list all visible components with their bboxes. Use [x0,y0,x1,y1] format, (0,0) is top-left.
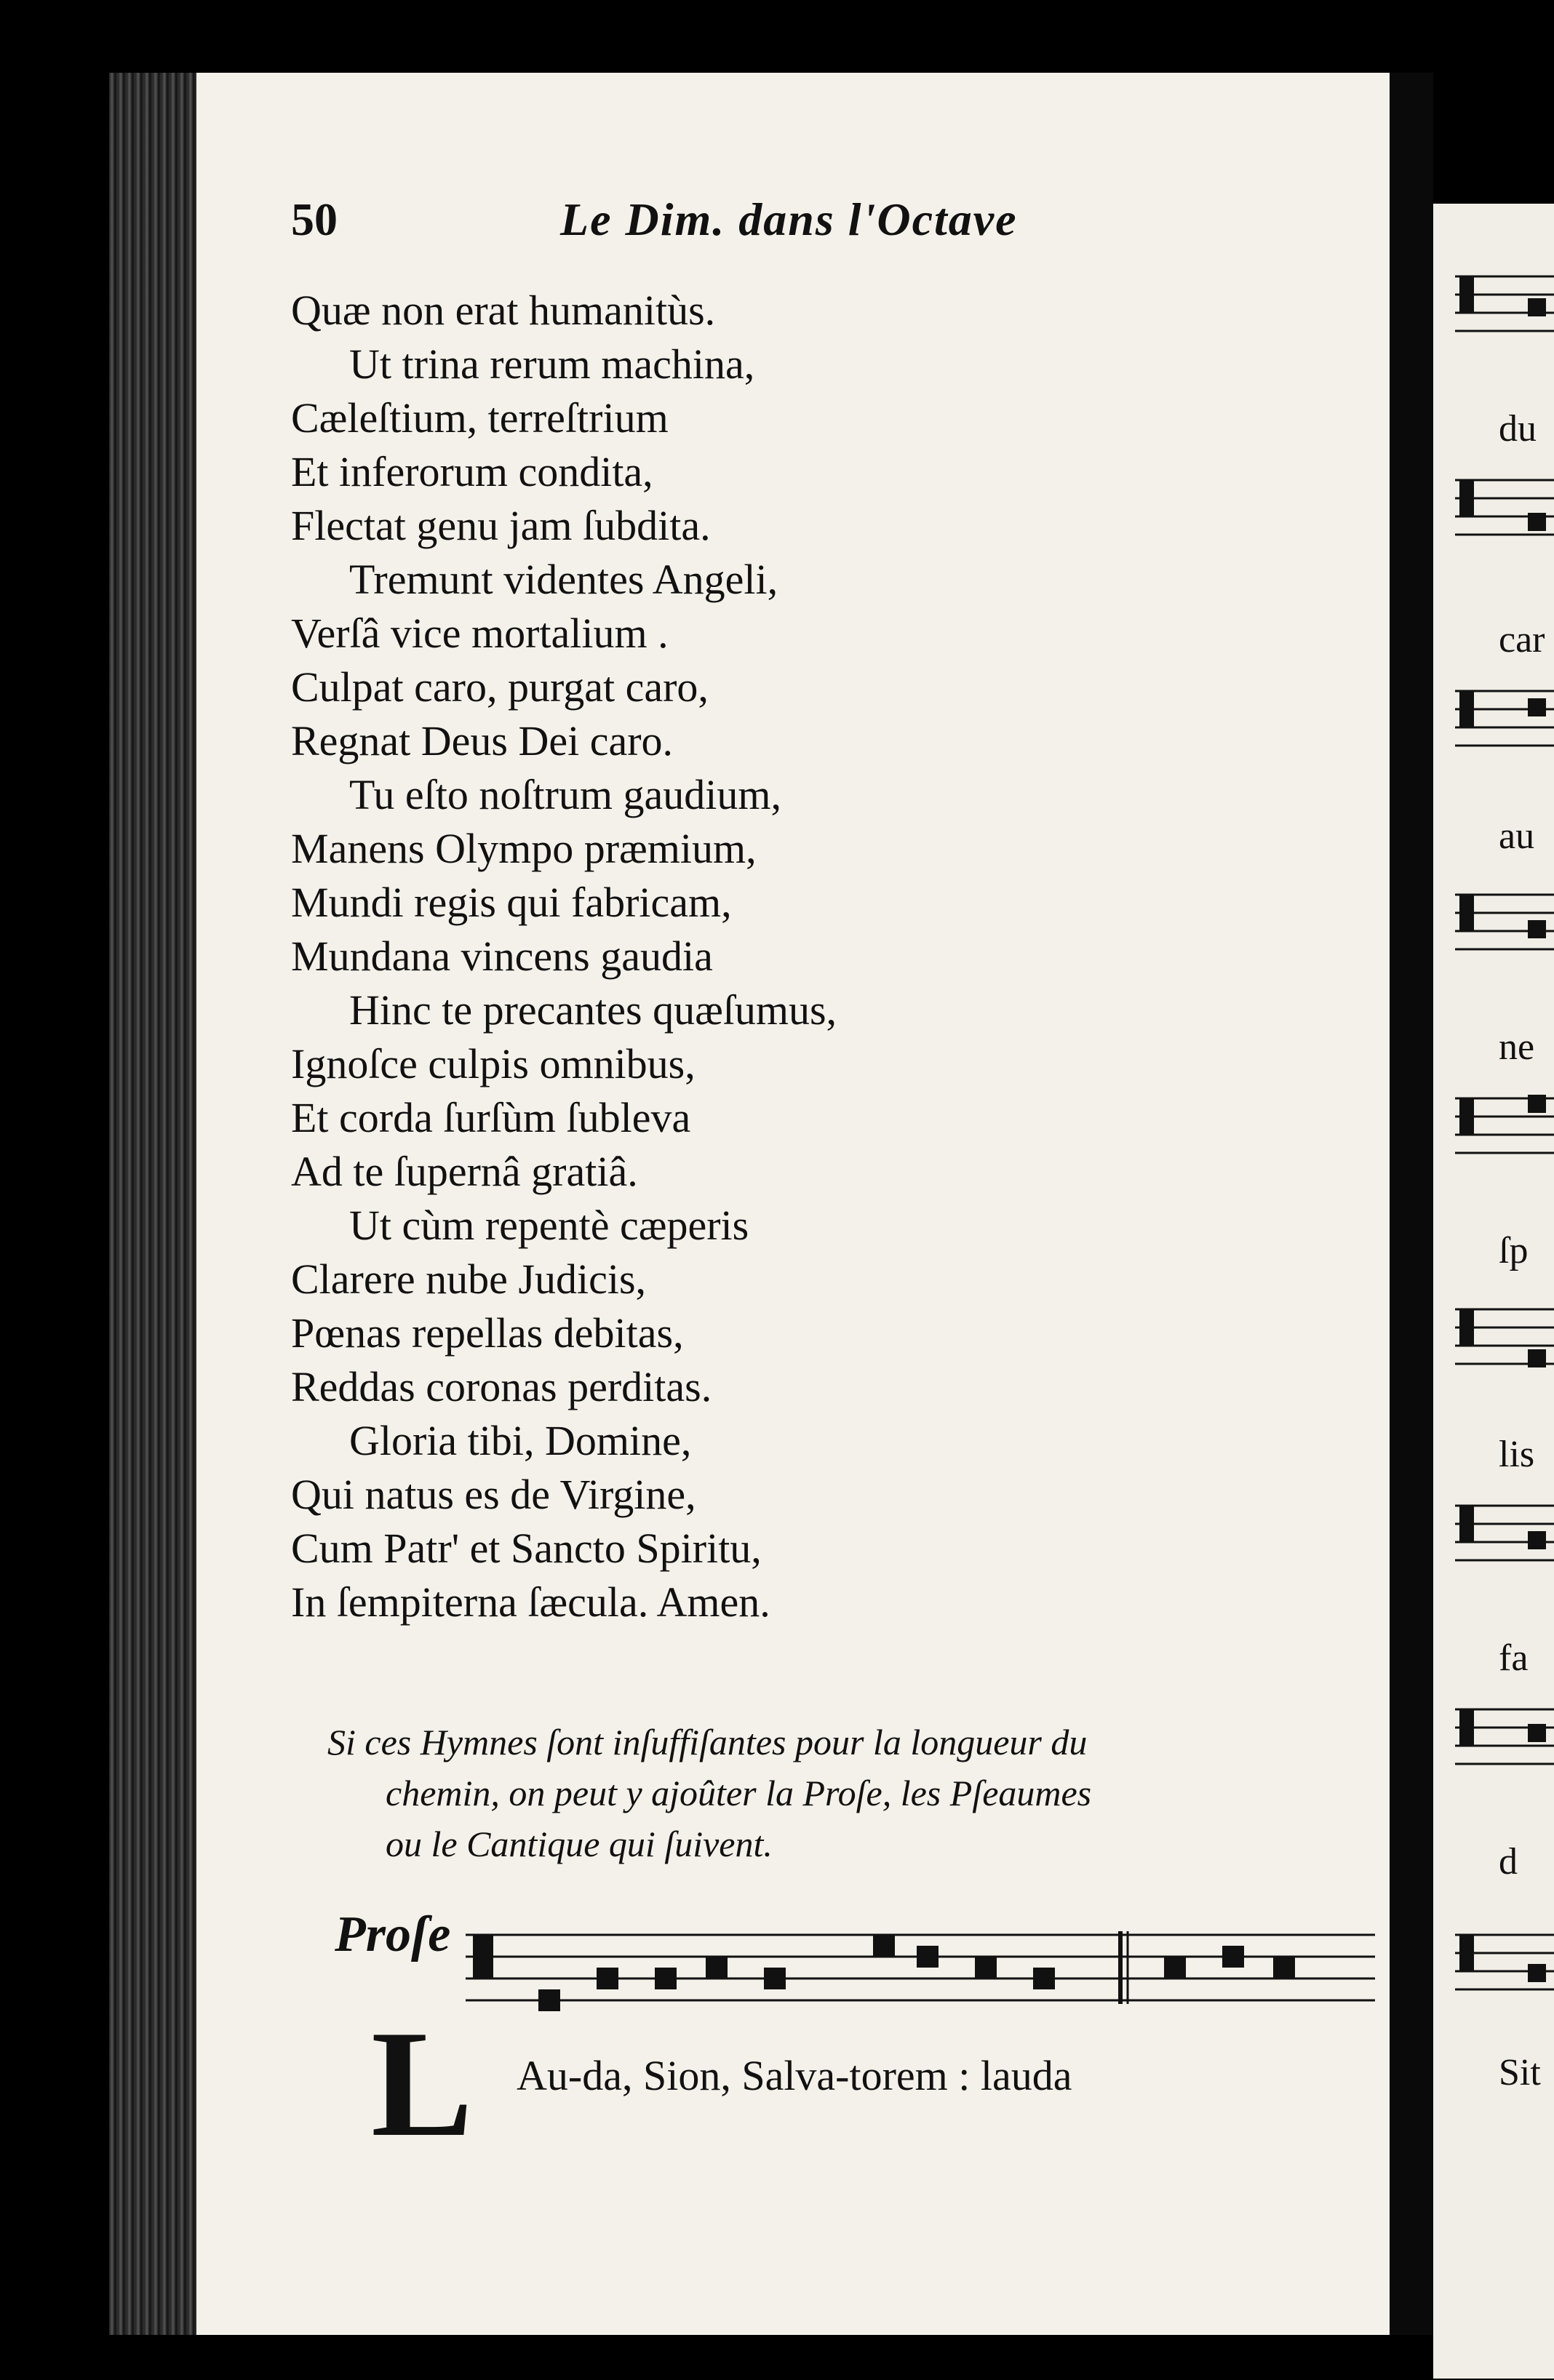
verse-line: Tremunt videntes Angeli, [349,556,778,603]
right-page-fragment: d [1499,1841,1518,1882]
right-page-staff [1455,466,1554,546]
verse-line: Tu eſto noſtrum gaudium, [349,771,781,818]
verse-line: Manens Olympo præmium, [291,825,757,872]
verse-line: In ſempiterna ſæcula. Amen. [291,1578,770,1626]
rubric-note [327,1717,1375,1869]
verse-line: Mundana vincens gaudia [291,933,713,980]
verse-line: Ut cùm repentè cæperis [349,1202,749,1249]
verse-line: Cum Patr' et Sancto Spiritu, [291,1525,762,1572]
verse-line: Quæ non erat humanitùs. [291,287,716,334]
right-page-fragment: Sit [1499,2052,1541,2093]
right-page-staff [1455,1295,1554,1375]
rubric-line: Si ces Hymnes ſont inſuffiſantes pour la longueur du [327,1722,1088,1762]
right-page-fragment: fa [1499,1637,1529,1679]
rubric-line: chemin, on peut y ajoûter la Proſe, les Pſeaumes [386,1773,1092,1813]
right-page-staff [1455,880,1554,960]
verse-line: Qui natus es de Virgine, [291,1471,696,1518]
verse-line: Hinc te precantes quæſumus, [349,986,837,1034]
page-edge [109,73,196,2335]
hymn-verses [291,284,837,1629]
running-title: Le Dim. dans l'Octave [560,193,1018,245]
prose-label: Proſe [335,1906,451,1962]
page-number: 50 [291,193,338,245]
rubric-line: ou le Cantique qui ſuivent. [386,1824,773,1864]
right-page-staff [1455,1084,1554,1164]
verse-line: Mundi regis qui fabricam, [291,879,732,926]
right-page-fragment: ne [1499,1026,1535,1068]
verse-line: Culpat caro, purgat caro, [291,663,709,711]
right-page-fragment: ſp [1499,1230,1529,1271]
drop-cap-initial: L [371,2000,474,2168]
verse-line: Et corda ſurſùm ſubleva [291,1094,691,1141]
right-page-fragment: car [1499,619,1545,660]
right-page-staff [1455,1920,1554,2000]
verse-line: Cæleſtium, terreſtrium [291,394,669,442]
verse-line: Verſâ vice mortalium . [291,610,669,657]
right-page-fragment: lis [1499,1434,1535,1475]
verse-line: Reddas coronas perditas. [291,1363,712,1410]
right-page-fragment: au [1499,815,1535,857]
chant-lyric: Au-da, Sion, Salva-torem : lauda [517,2052,1072,2099]
verse-line: Clarere nube Judicis, [291,1255,647,1303]
verse-line: Ignoſce culpis omnibus, [291,1040,696,1087]
right-page-fragment: du [1499,408,1537,450]
verse-line: Pœnas repellas debitas, [291,1309,684,1357]
right-page-staff [1455,676,1554,756]
verse-line: Ad te ſupernâ gratiâ. [291,1148,638,1195]
chant-staff [466,1920,1375,2022]
verse-line: Et inferorum condita, [291,448,653,495]
verse-line: Ut trina rerum machina, [349,340,755,388]
verse-line: Flectat genu jam ſubdita. [291,502,711,549]
book-gutter [1390,73,1433,2335]
right-page-staff [1455,1491,1554,1571]
right-page-staff [1455,262,1554,342]
verse-line: Gloria tibi, Domine, [349,1417,692,1464]
right-page-staff [1455,1695,1554,1775]
verse-line: Regnat Deus Dei caro. [291,717,674,764]
